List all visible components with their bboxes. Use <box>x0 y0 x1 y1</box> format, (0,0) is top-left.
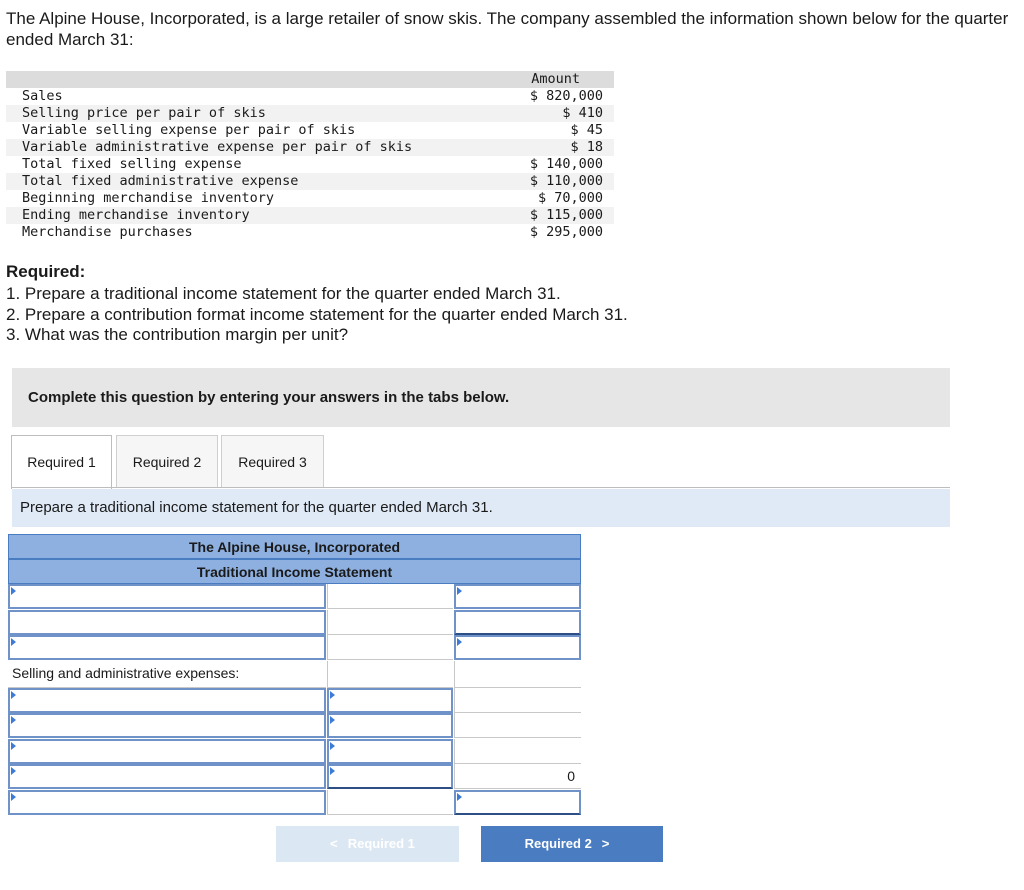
data-row-label: Ending merchandise inventory <box>22 207 250 223</box>
data-row <box>6 156 614 173</box>
data-row <box>6 224 614 241</box>
statement-blank-cell <box>327 635 453 660</box>
statement-row <box>8 739 581 765</box>
statement-title-header: Traditional Income Statement <box>8 559 581 584</box>
prev-button-label: Required 1 <box>347 836 415 851</box>
data-row-label: Variable administrative expense per pair of skis <box>22 139 413 155</box>
statement-row <box>8 688 581 714</box>
data-row <box>6 105 614 122</box>
dropdown-marker-icon <box>11 716 16 724</box>
dropdown-marker-icon <box>11 767 16 775</box>
dropdown-marker-icon <box>457 793 462 801</box>
statement-label-input[interactable] <box>8 790 326 815</box>
statement-row <box>8 661 581 688</box>
data-row-label: Variable selling expense per pair of skis <box>22 122 356 138</box>
data-row <box>6 122 614 139</box>
data-row-amount: $ 140,000 <box>529 156 603 172</box>
statement-subamount-input[interactable] <box>327 764 453 789</box>
statement-row <box>8 790 581 816</box>
next-required-button[interactable] <box>481 826 663 862</box>
data-row-label: Sales <box>22 88 63 104</box>
amount-column-header: Amount <box>531 71 580 87</box>
income-statement-table <box>8 534 581 815</box>
statement-subamount-input[interactable] <box>327 688 453 713</box>
statement-label-input[interactable] <box>8 635 326 660</box>
data-row-label: Selling price per pair of skis <box>22 105 266 121</box>
statement-amount-input[interactable] <box>454 584 581 609</box>
statement-row <box>8 713 581 739</box>
data-row-amount: $ 410 <box>562 105 603 121</box>
dropdown-marker-icon <box>11 638 16 646</box>
statement-label-input[interactable] <box>8 713 326 738</box>
dropdown-marker-icon <box>330 767 335 775</box>
data-row-amount: $ 70,000 <box>537 190 603 206</box>
dropdown-marker-icon <box>11 691 16 699</box>
statement-blank-cell <box>327 610 453 635</box>
data-row-label: Total fixed selling expense <box>22 156 242 172</box>
intro-paragraph: The Alpine House, Incorporated, is a large retailer of snow skis. The company assembled the information shown below for the quarter ended March 31: <box>6 9 1009 49</box>
data-table <box>6 71 614 241</box>
statement-label-input[interactable] <box>8 739 326 764</box>
statement-label-input[interactable] <box>8 584 326 609</box>
data-row <box>6 139 614 156</box>
data-row-amount: $ 820,000 <box>529 88 603 104</box>
statement-row <box>8 584 581 610</box>
statement-label-input[interactable] <box>8 688 326 713</box>
next-button-label: Required 2 <box>524 836 592 851</box>
dropdown-marker-icon <box>330 691 335 699</box>
data-row-label: Beginning merchandise inventory <box>22 190 274 206</box>
statement-blank-cell <box>454 661 581 688</box>
data-row <box>6 190 614 207</box>
tab-required-2[interactable]: Required 2 <box>116 435 218 487</box>
required-item: 1. Prepare a traditional income statement for the quarter ended March 31. <box>6 284 561 303</box>
statement-company-header: The Alpine House, Incorporated <box>8 534 581 559</box>
dropdown-marker-icon <box>11 742 16 750</box>
required-item: 2. Prepare a contribution format income statement for the quarter ended March 31. <box>6 304 628 324</box>
tab-required-3[interactable]: Required 3 <box>221 435 324 487</box>
instruction-bar <box>12 489 950 527</box>
data-row-amount: $ 295,000 <box>529 224 603 240</box>
data-row-label: Merchandise purchases <box>22 224 193 240</box>
data-row-amount: $ 110,000 <box>529 173 603 189</box>
statement-blank-cell <box>454 739 581 764</box>
data-row <box>6 173 614 190</box>
required-list <box>6 284 628 346</box>
data-row <box>6 207 614 224</box>
data-row-amount: $ 45 <box>570 122 603 138</box>
chevron-right-icon: > <box>601 836 610 851</box>
statement-total-cell <box>454 764 581 789</box>
banner-text: Complete this question by entering your answers in the tabs below. <box>28 389 510 406</box>
dropdown-marker-icon <box>330 716 335 724</box>
data-row-amount: $ 115,000 <box>529 207 603 223</box>
instructions-banner <box>12 368 950 427</box>
statement-label-input[interactable] <box>8 610 326 635</box>
data-row <box>6 88 614 105</box>
chevron-left-icon: < <box>330 836 338 851</box>
dropdown-marker-icon <box>457 638 462 646</box>
statement-section-cell <box>8 661 326 688</box>
statement-blank-cell <box>327 790 453 815</box>
required-item: 3. What was the contribution margin per unit? <box>6 325 349 344</box>
statement-amount-input[interactable] <box>454 610 581 635</box>
total-expenses-value: 0 <box>567 768 575 784</box>
statement-label-input[interactable] <box>8 764 326 789</box>
data-row-label: Total fixed administrative expense <box>22 173 299 189</box>
statement-blank-cell <box>327 584 453 609</box>
dropdown-marker-icon <box>330 742 335 750</box>
statement-subamount-input[interactable] <box>327 739 453 764</box>
tab-divider <box>12 487 950 488</box>
statement-blank-cell <box>454 688 581 713</box>
prev-required-button[interactable] <box>276 826 459 862</box>
statement-subamount-input[interactable] <box>327 713 453 738</box>
section-label: Selling and administrative expenses: <box>12 664 240 681</box>
required-heading: Required: <box>6 262 86 281</box>
statement-row <box>8 610 581 636</box>
tab-required-1[interactable]: Required 1 <box>11 435 112 489</box>
statement-blank-cell <box>454 713 581 738</box>
statement-blank-cell <box>327 661 453 688</box>
statement-amount-input[interactable] <box>454 790 581 815</box>
statement-amount-input[interactable] <box>454 635 581 660</box>
dropdown-marker-icon <box>11 587 16 595</box>
statement-row <box>8 635 581 661</box>
statement-row <box>8 764 581 790</box>
instruction-text: Prepare a traditional income statement for the quarter ended March 31. <box>20 499 493 516</box>
dropdown-marker-icon <box>457 587 462 595</box>
dropdown-marker-icon <box>11 793 16 801</box>
data-row-amount: $ 18 <box>570 139 603 155</box>
data-table-header <box>6 71 614 88</box>
